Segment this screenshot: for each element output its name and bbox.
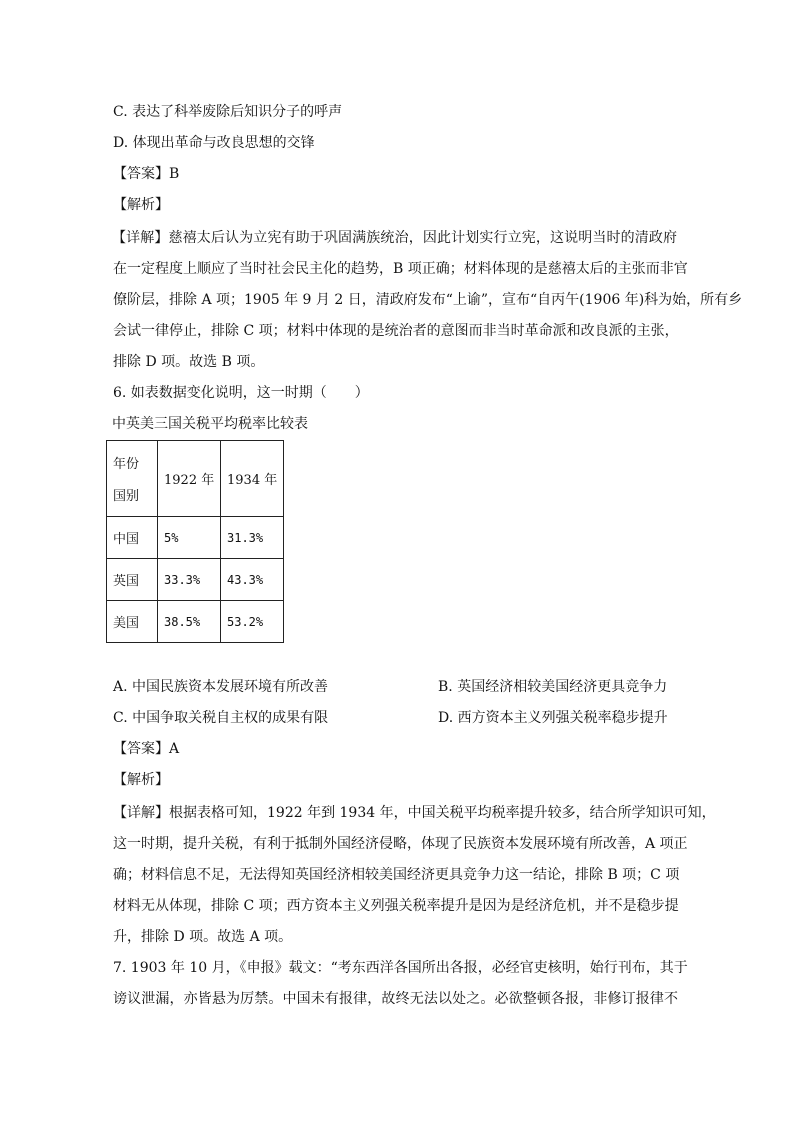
q5-detail-line: 僚阶层，排除 A 项；1905 年 9 月 2 日，清政府发布“上谕”，宣布“自丙午(1906 年)科为始，所有乡: [113, 292, 743, 308]
value-cell: 5%: [158, 517, 221, 559]
table-row: [107, 517, 284, 559]
q6-analysis-label: 【解析】: [113, 772, 169, 788]
q6-detail-line: 这一时期，提升关税，有利于抵制外国经济侵略，体现了民族资本发展环境有所改善，A 项正: [113, 836, 688, 852]
tariff-table: [106, 440, 284, 643]
q7-stem-line: 谤议泄漏，亦皆悬为厉禁。中国未有报律，故终无法以处之。必欲整顿各报，非修订报律不: [113, 991, 678, 1007]
q6-answer: 【答案】A: [113, 741, 180, 757]
value-cell: 38.5%: [158, 601, 221, 643]
header-year-1934: 1934 年: [221, 441, 284, 517]
table-header-corner: [107, 441, 158, 517]
q6-stem: 6. 如表数据变化说明，这一时期（ ）: [113, 385, 369, 401]
q7-stem-line: 7. 1903 年 10 月，《申报》载文：“考东西洋各国所出各报，必经官吏核明，始行刊布，其于: [113, 960, 688, 976]
q6-detail-line: 确；材料信息不足，无法得知英国经济相较美国经济更具竞争力这一结论，排除 B 项；C 项: [113, 867, 680, 883]
value-cell: 33.3%: [158, 559, 221, 601]
q6-detail-line: 升，排除 D 项。故选 A 项。: [113, 929, 293, 945]
q6-option-a: A. 中国民族资本发展环境有所改善: [113, 679, 329, 695]
q5-detail-line: 【详解】慈禧太后认为立宪有助于巩固满族统治，因此计划实行立宪，这说明当时的清政府: [112, 230, 677, 246]
q6-detail-line: 材料无从体现，排除 C 项；西方资本主义列强关税率提升是因为是经济危机，并不是稳步提: [113, 898, 679, 914]
header-year-label: 年份: [113, 457, 140, 472]
table-row: [107, 601, 284, 643]
table-header-row: [107, 441, 284, 517]
q6-detail-line: 【详解】根据表格可知，1922 年到 1934 年，中国关税平均税率提升较多，结合所学知识可知，: [113, 805, 716, 821]
table-row: [107, 559, 284, 601]
country-cell: 英国: [107, 559, 158, 601]
header-year-1922: 1922 年: [158, 441, 221, 517]
q5-detail-line: 排除 D 项。故选 B 项。: [113, 354, 265, 370]
q6-table-title: 中英美三国关税平均税率比较表: [112, 416, 308, 432]
q5-detail-line: 会试一律停止，排除 C 项；材料中体现的是统治者的意图而非当时革命派和改良派的主张，: [113, 323, 679, 339]
value-cell: 43.3%: [221, 559, 284, 601]
q5-option-d: D. 体现出革命与改良思想的交锋: [113, 135, 315, 151]
value-cell: 31.3%: [221, 517, 284, 559]
q5-answer: 【答案】B: [113, 166, 180, 182]
q6-option-c: C. 中国争取关税自主权的成果有限: [113, 710, 329, 726]
country-cell: 中国: [107, 517, 158, 559]
header-country-label: 国别: [113, 489, 140, 504]
q6-option-d: D. 西方资本主义列强关税率稳步提升: [438, 710, 668, 726]
q6-option-b: B. 英国经济相较美国经济更具竞争力: [438, 679, 668, 695]
q5-detail-line: 在一定程度上顺应了当时社会民主化的趋势，B 项正确；材料体现的是慈禧太后的主张而非官: [113, 261, 688, 277]
country-cell: 美国: [107, 601, 158, 643]
q5-analysis-label: 【解析】: [113, 197, 169, 213]
q5-option-c: C. 表达了科举废除后知识分子的呼声: [113, 104, 343, 120]
value-cell: 53.2%: [221, 601, 284, 643]
